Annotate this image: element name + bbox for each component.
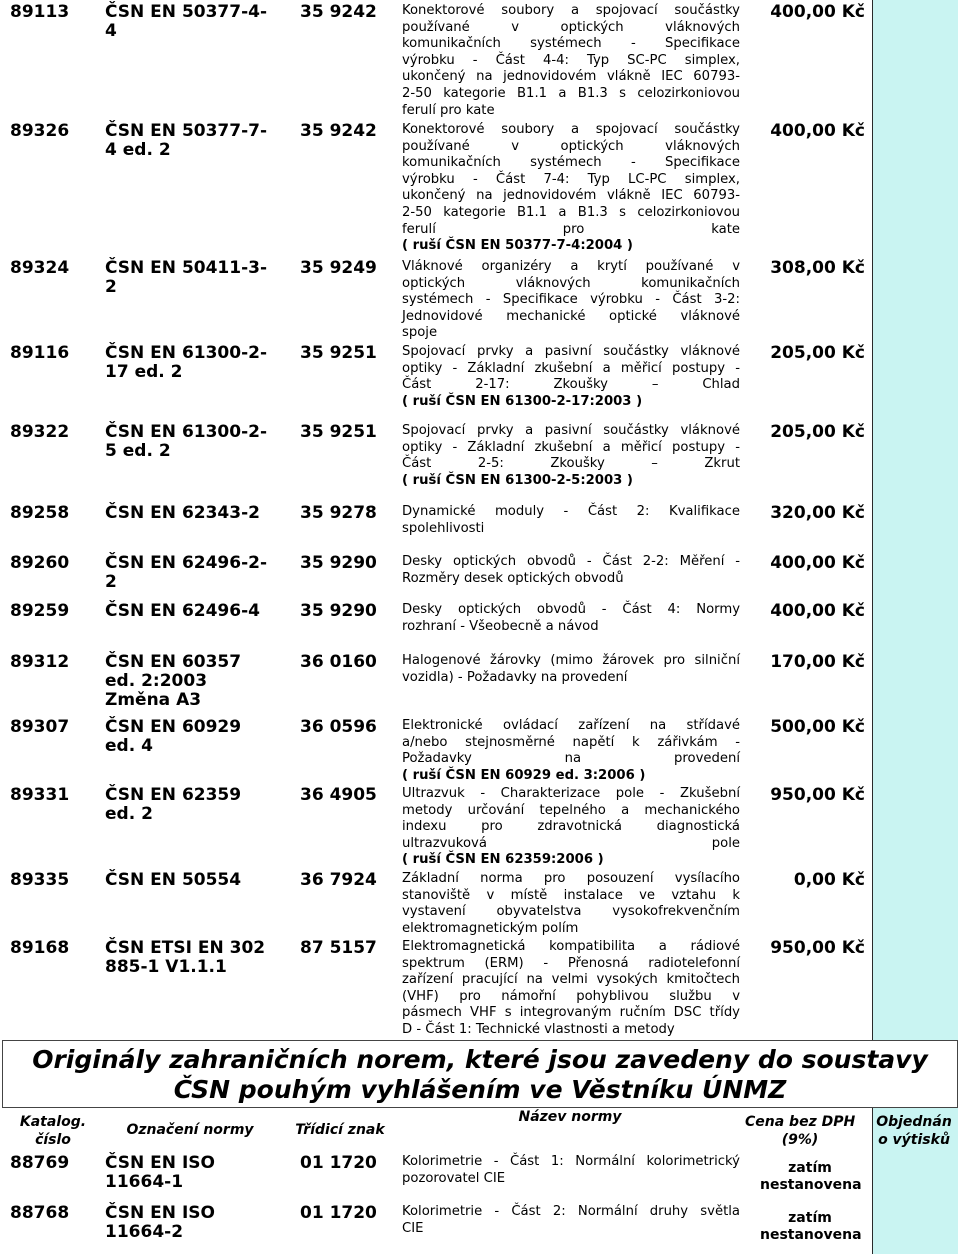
classification-code: 35 9242 bbox=[300, 2, 377, 22]
classification-code: 35 9290 bbox=[300, 601, 377, 621]
supersedes-note: ( ruší ČSN EN 60929 ed. 3:2006 ) bbox=[402, 767, 646, 783]
standard-designation: ČSN EN 62496-4 bbox=[105, 601, 260, 621]
header-tridici: Třídicí znak bbox=[295, 1122, 385, 1138]
standard-title: Základní norma pro posouzení vysílacího stanoviště v místě instalace ve vztahu k vystavení obyvatelstva vysokofrekvenčním elektromagnetickým polím bbox=[402, 871, 740, 936]
catalog-number: 89324 bbox=[10, 258, 70, 278]
header-nazev: Název normy bbox=[518, 1109, 622, 1125]
section-banner bbox=[2, 1040, 958, 1108]
catalog-number: 88768 bbox=[10, 1203, 70, 1223]
catalog-number: 89113 bbox=[10, 2, 70, 22]
catalog-number: 89259 bbox=[10, 601, 70, 621]
standard-designation: ČSN EN 61300-2- 5 ed. 2 bbox=[105, 422, 268, 461]
price: 500,00 Kč bbox=[770, 717, 865, 737]
classification-code: 36 0596 bbox=[300, 717, 377, 737]
standard-title: Konektorové soubory a spojovací součástky používané v optických vláknových komunikačních systémech - Specifikace výrobku - Část 7-4: Typ LC-PC simplex, ukončený na jednovidovém vlákně IEC 60793- 2-50 kategorie B1.1 a B1.3 s celozirkoniovou ferulí pro kate ( ruší ČSN EN 50377-7-4:2004 ) bbox=[402, 122, 740, 254]
standard-title: Spojovací prvky a pasivní součástky vláknové optiky - Základní zkušební a měřicí postupy - Část 2-17: Zkoušky – Chlad ( ruší ČSN EN 61300-2-17:2003 ) bbox=[402, 344, 740, 409]
classification-code: 35 9251 bbox=[300, 422, 377, 442]
catalog-number: 88769 bbox=[10, 1153, 70, 1173]
catalog-number: 89168 bbox=[10, 938, 70, 958]
price: 950,00 Kč bbox=[770, 938, 865, 958]
standard-designation: ČSN EN 60929 ed. 4 bbox=[105, 717, 242, 756]
standard-designation: ČSN EN 50377-7- 4 ed. 2 bbox=[105, 121, 268, 160]
standard-designation: ČSN EN 62359 ed. 2 bbox=[105, 785, 242, 824]
header-objednano: Objednán o výtisků bbox=[876, 1114, 952, 1148]
classification-code: 36 7924 bbox=[300, 870, 377, 890]
header-oznaceni: Označení normy bbox=[126, 1122, 254, 1138]
standard-designation: ČSN EN 60357 ed. 2:2003 Změna A3 bbox=[105, 652, 242, 710]
standard-title: Vláknové organizéry a krytí používané v optických vláknových komunikačních systémech - Specifikace výrobku - Část 3-2: Jednovidové mechanické optické vláknové spoje bbox=[402, 259, 740, 341]
standard-title: Kolorimetrie - Část 1: Normální kolorimetrický pozorovatel CIE bbox=[402, 1154, 740, 1186]
standard-title: Desky optických obvodů - Část 4: Normy rozhraní - Všeobecně a návod bbox=[402, 602, 740, 634]
price: 308,00 Kč bbox=[770, 258, 865, 278]
standard-title: Elektromagnetická kompatibilita a rádiové spektrum (ERM) - Přenosná radiotelefonní zařízení pracující na velmi vysokých kmitočtech (VHF) pro námořní pohyblivou službu v pásmech VHF s integrovaným ručním DSC třídy D - Část 1: Technické vlastnosti a metody bbox=[402, 939, 740, 1037]
price: 400,00 Kč bbox=[770, 601, 865, 621]
catalog-number: 89335 bbox=[10, 870, 70, 890]
standard-title: Ultrazvuk - Charakterizace pole - Zkušební metody určování tepelného a mechanického indexu pro zdravotnická diagnostická ultrazvuková pole ( ruší ČSN EN 62359:2006 ) bbox=[402, 786, 740, 868]
standard-designation: ČSN EN 50411-3- 2 bbox=[105, 258, 268, 297]
supersedes-note: ( ruší ČSN EN 61300-2-5:2003 ) bbox=[402, 472, 633, 488]
standard-designation: ČSN EN ISO 11664-1 bbox=[105, 1153, 215, 1192]
standard-designation: ČSN EN 62343-2 bbox=[105, 503, 260, 523]
price: 400,00 Kč bbox=[770, 2, 865, 22]
catalog-number: 89312 bbox=[10, 652, 70, 672]
price: 170,00 Kč bbox=[770, 652, 865, 672]
catalog-number: 89258 bbox=[10, 503, 70, 523]
classification-code: 35 9290 bbox=[300, 553, 377, 573]
catalog-number: 89331 bbox=[10, 785, 70, 805]
price: 400,00 Kč bbox=[770, 553, 865, 573]
standard-title: Dynamické moduly - Část 2: Kvalifikace spolehlivosti bbox=[402, 504, 740, 536]
supersedes-note: ( ruší ČSN EN 61300-2-17:2003 ) bbox=[402, 393, 643, 409]
standard-title: Desky optických obvodů - Část 2-2: Měření - Rozměry desek optických obvodů bbox=[402, 554, 740, 586]
standard-designation: ČSN EN ISO 11664-2 bbox=[105, 1203, 215, 1242]
banner-line-1: Originály zahraničních norem, které jsou zavedeny do soustavy bbox=[32, 1045, 928, 1074]
header-katalog: Katalog. číslo bbox=[19, 1114, 87, 1148]
price: 320,00 Kč bbox=[770, 503, 865, 523]
standard-title: Kolorimetrie - Část 2: Normální druhy světla CIE bbox=[402, 1204, 740, 1236]
classification-code: 01 1720 bbox=[300, 1153, 377, 1173]
standard-title: Konektorové soubory a spojovací součástky používané v optických vláknových komunikačních systémech - Specifikace výrobku - Část 4-4: Typ SC-PC simplex, ukončený na jednovidovém vlákně IEC 60793- 2-50 kategorie B1.1 a B1.3 s celozirkoniovou ferulí pro kate bbox=[402, 3, 740, 118]
catalog-number: 89116 bbox=[10, 343, 70, 363]
standard-designation: ČSN EN 50377-4- 4 bbox=[105, 2, 268, 41]
price: 0,00 Kč bbox=[793, 870, 865, 890]
standard-designation: ČSN EN 61300-2- 17 ed. 2 bbox=[105, 343, 268, 382]
classification-code: 35 9278 bbox=[300, 503, 377, 523]
supersedes-note: ( ruší ČSN EN 62359:2006 ) bbox=[402, 852, 604, 868]
catalog-number: 89326 bbox=[10, 121, 70, 141]
price-status: zatím nestanovena bbox=[760, 1160, 862, 1193]
price: 400,00 Kč bbox=[770, 121, 865, 141]
classification-code: 35 9249 bbox=[300, 258, 377, 278]
header-cena: Cena bez DPH (9%) bbox=[745, 1114, 856, 1148]
banner-line-2: ČSN pouhým vyhlášením ve Věstníku ÚNMZ bbox=[173, 1075, 787, 1104]
classification-code: 35 9251 bbox=[300, 343, 377, 363]
classification-code: 36 0160 bbox=[300, 652, 377, 672]
catalog-number: 89307 bbox=[10, 717, 70, 737]
price: 950,00 Kč bbox=[770, 785, 865, 805]
catalog-number: 89260 bbox=[10, 553, 70, 573]
classification-code: 36 4905 bbox=[300, 785, 377, 805]
price: 205,00 Kč bbox=[770, 343, 865, 363]
price: 205,00 Kč bbox=[770, 422, 865, 442]
standard-title: Halogenové žárovky (mimo žárovek pro silniční vozidla) - Požadavky na provedení bbox=[402, 653, 740, 685]
standard-title: Spojovací prvky a pasivní součástky vláknové optiky - Základní zkušební a měřicí postupy - Část 2-5: Zkoušky – Zkrut ( ruší ČSN EN 61300-2-5:2003 ) bbox=[402, 423, 740, 488]
classification-code: 01 1720 bbox=[300, 1203, 377, 1223]
supersedes-note: ( ruší ČSN EN 50377-7-4:2004 ) bbox=[402, 238, 633, 254]
standard-designation: ČSN EN 50554 bbox=[105, 870, 242, 890]
price-status: zatím nestanovena bbox=[760, 1210, 862, 1243]
order-quantity-column[interactable] bbox=[872, 0, 958, 1040]
standard-title: Elektronické ovládací zařízení na střídavé a/nebo stejnosměrné napětí k zářivkám - Požadavky na provedení ( ruší ČSN EN 60929 ed. 3:2006 ) bbox=[402, 718, 740, 783]
classification-code: 87 5157 bbox=[300, 938, 377, 958]
standard-designation: ČSN ETSI EN 302 885-1 V1.1.1 bbox=[105, 938, 266, 977]
classification-code: 35 9242 bbox=[300, 121, 377, 141]
standard-designation: ČSN EN 62496-2- 2 bbox=[105, 553, 268, 592]
catalog-number: 89322 bbox=[10, 422, 70, 442]
